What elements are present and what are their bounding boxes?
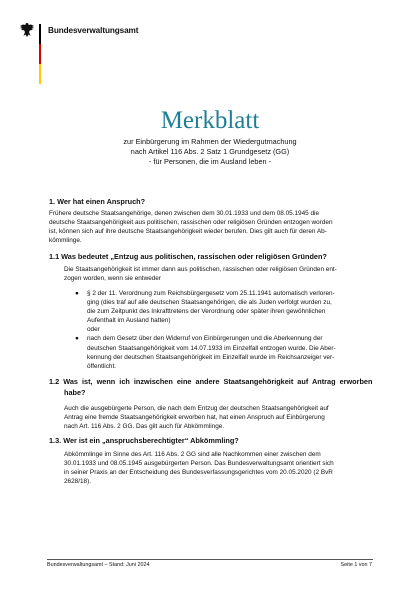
agency-name: Bundesverwaltungsamt — [48, 26, 139, 35]
section-1-2-heading — [49, 377, 372, 397]
bullet-icon: ● — [75, 290, 79, 297]
subtitle-line: nach Artikel 116 Abs. 2 Satz 1 Grundgesetz (GG) — [130, 147, 290, 157]
flag-gold — [39, 64, 41, 84]
footer-divider — [47, 559, 373, 560]
text-line: ist, können sich auf ihre deutsche Staatsangehörigkeit wieder berufen. Dies gilt auch für deren Ab- — [49, 228, 327, 236]
german-flag-stripe — [39, 24, 41, 84]
section-1-2-text — [64, 404, 371, 431]
section-1-1-intro — [64, 265, 371, 283]
list-item — [75, 289, 371, 334]
subtitle-line: - für Personen, die im Ausland leben - — [148, 157, 272, 167]
text-line: deutschen Staatsangehörigkeit vom 14.07.1933 im Einzelfall entzogen wurde. Die Aber- — [87, 344, 336, 352]
text-line: 30.01.1933 und 08.05.1945 ausgebürgerten Person. Das Bundesverwaltungsamt orientiert sich — [64, 460, 334, 468]
section-1-3-text — [64, 450, 371, 486]
text-line: Frühere deutsche Staatsangehörige, denen zwischen dem 30.01.1933 und dem 08.05.1945 die — [49, 210, 320, 217]
heading-line: habe? — [64, 388, 86, 397]
section-1-heading: 1. Wer hat einen Anspruch? — [49, 197, 146, 206]
section-1-3-heading: 1.3. Wer ist ein „anspruchsberechtigter“ Abkömmling? — [49, 436, 239, 445]
text-line: in seiner Praxis an der Entscheidung des Bundesverfassungsgerichtes vom 20.05.2020 (2 BvR — [64, 469, 333, 477]
list-connector: oder — [87, 326, 100, 334]
text-line: kennung der deutschen Staatsangehörigkeit im Einzelfall wurde im Reichsanzeiger ver- — [87, 353, 335, 361]
text-line: § 2 der 11. Verordnung zum Reichsbürgergesetz vom 25.11.1941 automatisch verloren- — [87, 290, 335, 297]
footer-issuer: Bundesverwaltungsamt – Stand: Juni 2024 — [47, 562, 150, 568]
text-line: zogen worden, wenn sie entweder — [64, 275, 161, 283]
section-1-text — [49, 209, 371, 245]
document-subtitle — [60, 137, 360, 168]
document-title: Merkblatt — [160, 107, 260, 134]
text-line: 2628/18). — [64, 478, 92, 486]
text-line: nach Art. 116 Abs. 2 GG. Das gilt auch für Abkömmlinge. — [64, 423, 225, 431]
criteria-list — [75, 289, 371, 371]
page-number: Seite 1 von 7 — [340, 562, 372, 568]
subtitle-line: zur Einbürgerung im Rahmen der Wiedergutmachung — [123, 137, 297, 146]
list-item — [75, 334, 371, 370]
text-line: Auch die ausgebürgerte Person, die nach dem Entzug der deutschen Staatsangehörigkeit auf — [64, 405, 329, 412]
flag-red — [39, 44, 41, 64]
text-line: Abkömmlinge im Sinne des Art. 116 Abs. 2 GG sind alle Nachkommen einer zwischen dem — [64, 451, 321, 458]
text-line: öffentlicht. — [87, 362, 117, 370]
section-1-1-heading: 1.1 Was bedeutet „Entzug aus politischen, rassischen oder religiösen Gründen? — [49, 252, 327, 261]
text-line: ging (dies traf auf alle deutschen Staatsangehörigen, die als Juden verfolgt wurden zu, — [87, 299, 332, 307]
text-line: die zum Zeitpunkt des Inkrafttretens der Verordnung oder später ihren gewöhnlichen — [87, 308, 326, 316]
heading-line: 1.2 Was ist, wenn ich inzwischen eine andere Staatsangehörigkeit auf Antrag erworben — [49, 377, 373, 386]
text-line: kömmlinge. — [49, 237, 82, 245]
text-line: nach dem Gesetz über den Widerruf von Einbürgerungen und die Aberkennung der — [87, 335, 323, 343]
eagle-emblem-icon — [19, 22, 35, 38]
text-line: Antrag eine fremde Staatsangehörigkeit erworben hat, hat einen Anspruch auf Einbürgerung — [64, 414, 325, 422]
bullet-icon: ● — [75, 335, 79, 343]
text-line: deutsche Staatsangehörigkeit aus politischen, rassischen oder religiösen Gründen entzogen worden — [49, 219, 333, 227]
text-line: Aufenthalt im Ausland hatten) — [87, 317, 171, 325]
text-line: Die Staatsangehörigkeit ist immer dann aus politischen, rassischen oder religiösen Gründen ent- — [64, 266, 337, 273]
flag-black — [39, 24, 41, 44]
